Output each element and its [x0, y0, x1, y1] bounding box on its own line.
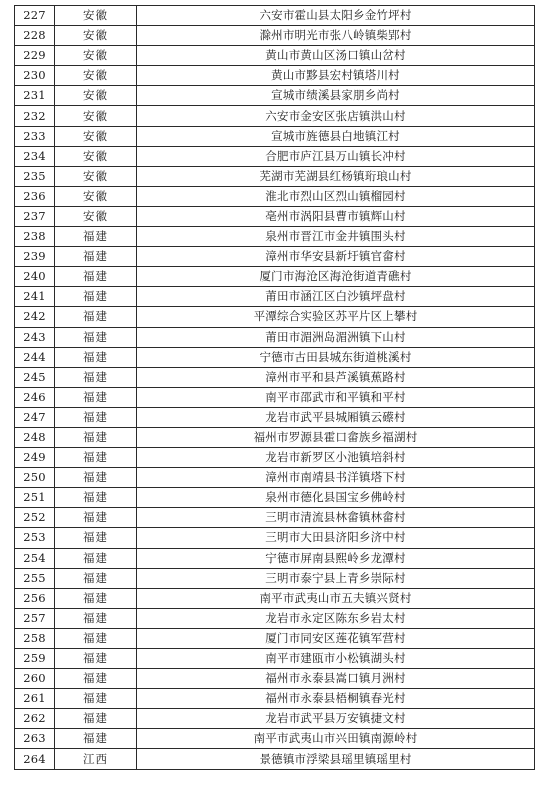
village-name-cell: 南平市武夷山市兴田镇南源岭村	[137, 729, 535, 749]
row-number-cell: 241	[15, 287, 55, 307]
row-number-cell: 260	[15, 669, 55, 689]
village-name-cell: 福州市永泰县梧桐镇春光村	[137, 689, 535, 709]
village-name-cell: 龙岩市新罗区小池镇培斜村	[137, 448, 535, 468]
province-cell: 安徽	[55, 146, 137, 166]
row-number-cell: 263	[15, 729, 55, 749]
province-cell: 安徽	[55, 206, 137, 226]
province-cell: 福建	[55, 608, 137, 628]
table-row	[15, 488, 535, 508]
province-cell: 福建	[55, 649, 137, 669]
province-cell: 安徽	[55, 66, 137, 86]
province-cell: 安徽	[55, 166, 137, 186]
row-number-cell: 246	[15, 387, 55, 407]
table-row	[15, 468, 535, 488]
province-cell: 安徽	[55, 46, 137, 66]
province-cell: 福建	[55, 468, 137, 488]
village-name-cell: 漳州市华安县新圩镇官畲村	[137, 247, 535, 267]
province-cell: 福建	[55, 508, 137, 528]
province-cell: 福建	[55, 367, 137, 387]
row-number-cell: 236	[15, 186, 55, 206]
village-name-cell: 泉州市德化县国宝乡佛岭村	[137, 488, 535, 508]
table-row	[15, 347, 535, 367]
row-number-cell: 261	[15, 689, 55, 709]
village-name-cell: 合肥市庐江县万山镇长冲村	[137, 146, 535, 166]
table-row	[15, 568, 535, 588]
table-row	[15, 146, 535, 166]
table-row	[15, 166, 535, 186]
row-number-cell: 235	[15, 166, 55, 186]
row-number-cell: 234	[15, 146, 55, 166]
row-number-cell: 255	[15, 568, 55, 588]
village-name-cell: 莆田市湄洲岛湄洲镇下山村	[137, 327, 535, 347]
row-number-cell: 242	[15, 307, 55, 327]
village-name-cell: 三明市大田县济阳乡济中村	[137, 528, 535, 548]
table-row	[15, 508, 535, 528]
row-number-cell: 248	[15, 427, 55, 447]
village-name-cell: 南平市建瓯市小松镇湖头村	[137, 649, 535, 669]
province-cell: 安徽	[55, 6, 137, 26]
village-name-cell: 宣城市旌德县白地镇江村	[137, 126, 535, 146]
row-number-cell: 256	[15, 588, 55, 608]
village-name-cell: 景德镇市浮梁县瑶里镇瑶里村	[137, 749, 535, 769]
province-cell: 福建	[55, 307, 137, 327]
province-cell: 福建	[55, 387, 137, 407]
province-cell: 安徽	[55, 106, 137, 126]
village-list-table	[14, 5, 535, 770]
row-number-cell: 259	[15, 649, 55, 669]
village-name-cell: 福州市永泰县嵩口镇月洲村	[137, 669, 535, 689]
province-cell: 安徽	[55, 26, 137, 46]
village-name-cell: 宁德市屏南县熙岭乡龙潭村	[137, 548, 535, 568]
village-name-cell: 厦门市同安区莲花镇军营村	[137, 628, 535, 648]
table-row	[15, 327, 535, 347]
table-row	[15, 709, 535, 729]
village-name-cell: 莆田市涵江区白沙镇坪盘村	[137, 287, 535, 307]
table-row	[15, 628, 535, 648]
table-body	[15, 6, 535, 770]
table-row	[15, 287, 535, 307]
row-number-cell: 238	[15, 227, 55, 247]
province-cell: 福建	[55, 689, 137, 709]
row-number-cell: 231	[15, 86, 55, 106]
table-row	[15, 46, 535, 66]
table-row	[15, 407, 535, 427]
row-number-cell: 247	[15, 407, 55, 427]
row-number-cell: 244	[15, 347, 55, 367]
table-row	[15, 267, 535, 287]
province-cell: 福建	[55, 287, 137, 307]
village-name-cell: 芜湖市芜湖县红杨镇珩琅山村	[137, 166, 535, 186]
province-cell: 福建	[55, 448, 137, 468]
table-row	[15, 66, 535, 86]
row-number-cell: 232	[15, 106, 55, 126]
province-cell: 福建	[55, 669, 137, 689]
village-name-cell: 泉州市晋江市金井镇围头村	[137, 227, 535, 247]
province-cell: 福建	[55, 227, 137, 247]
row-number-cell: 257	[15, 608, 55, 628]
row-number-cell: 254	[15, 548, 55, 568]
row-number-cell: 252	[15, 508, 55, 528]
village-name-cell: 三明市泰宁县上青乡崇际村	[137, 568, 535, 588]
village-name-cell: 南平市武夷山市五夫镇兴贤村	[137, 588, 535, 608]
row-number-cell: 262	[15, 709, 55, 729]
province-cell: 福建	[55, 729, 137, 749]
row-number-cell: 229	[15, 46, 55, 66]
row-number-cell: 239	[15, 247, 55, 267]
row-number-cell: 251	[15, 488, 55, 508]
province-cell: 江西	[55, 749, 137, 769]
village-name-cell: 龙岩市武平县城厢镇云礤村	[137, 407, 535, 427]
table-row	[15, 86, 535, 106]
village-name-cell: 滁州市明光市张八岭镇柴郢村	[137, 26, 535, 46]
table-row	[15, 588, 535, 608]
village-name-cell: 龙岩市武平县万安镇捷文村	[137, 709, 535, 729]
village-name-cell: 黄山市黟县宏村镇塔川村	[137, 66, 535, 86]
table-row	[15, 528, 535, 548]
village-name-cell: 淮北市烈山区烈山镇榴园村	[137, 186, 535, 206]
province-cell: 福建	[55, 247, 137, 267]
row-number-cell: 227	[15, 6, 55, 26]
province-cell: 福建	[55, 347, 137, 367]
table-row	[15, 367, 535, 387]
province-cell: 福建	[55, 568, 137, 588]
row-number-cell: 230	[15, 66, 55, 86]
province-cell: 福建	[55, 427, 137, 447]
province-cell: 福建	[55, 488, 137, 508]
village-name-cell: 福州市罗源县霍口畲族乡福湖村	[137, 427, 535, 447]
province-cell: 福建	[55, 407, 137, 427]
table-row	[15, 448, 535, 468]
province-cell: 福建	[55, 528, 137, 548]
row-number-cell: 250	[15, 468, 55, 488]
province-cell: 安徽	[55, 186, 137, 206]
document-page	[14, 5, 534, 770]
table-row	[15, 307, 535, 327]
row-number-cell: 249	[15, 448, 55, 468]
table-row	[15, 608, 535, 628]
row-number-cell: 245	[15, 367, 55, 387]
village-name-cell: 漳州市平和县芦溪镇蕉路村	[137, 367, 535, 387]
village-name-cell: 宁德市古田县城东街道桃溪村	[137, 347, 535, 367]
table-row	[15, 206, 535, 226]
village-name-cell: 南平市邵武市和平镇和平村	[137, 387, 535, 407]
province-cell: 安徽	[55, 86, 137, 106]
village-name-cell: 平潭综合实验区苏平片区上攀村	[137, 307, 535, 327]
row-number-cell: 243	[15, 327, 55, 347]
table-row	[15, 6, 535, 26]
province-cell: 福建	[55, 588, 137, 608]
village-name-cell: 三明市清流县林畲镇林畲村	[137, 508, 535, 528]
row-number-cell: 253	[15, 528, 55, 548]
province-cell: 福建	[55, 628, 137, 648]
province-cell: 福建	[55, 327, 137, 347]
village-name-cell: 厦门市海沧区海沧街道青礁村	[137, 267, 535, 287]
village-name-cell: 六安市霍山县太阳乡金竹坪村	[137, 6, 535, 26]
table-row	[15, 689, 535, 709]
row-number-cell: 264	[15, 749, 55, 769]
table-row	[15, 186, 535, 206]
row-number-cell: 228	[15, 26, 55, 46]
province-cell: 福建	[55, 709, 137, 729]
row-number-cell: 237	[15, 206, 55, 226]
table-row	[15, 669, 535, 689]
village-name-cell: 漳州市南靖县书洋镇塔下村	[137, 468, 535, 488]
row-number-cell: 258	[15, 628, 55, 648]
table-row	[15, 227, 535, 247]
table-row	[15, 649, 535, 669]
province-cell: 福建	[55, 267, 137, 287]
table-row	[15, 749, 535, 769]
village-name-cell: 龙岩市永定区陈东乡岩太村	[137, 608, 535, 628]
village-name-cell: 宣城市绩溪县家朋乡尚村	[137, 86, 535, 106]
village-name-cell: 黄山市黄山区汤口镇山岔村	[137, 46, 535, 66]
village-name-cell: 亳州市涡阳县曹市镇辉山村	[137, 206, 535, 226]
table-row	[15, 26, 535, 46]
row-number-cell: 233	[15, 126, 55, 146]
table-row	[15, 247, 535, 267]
row-number-cell: 240	[15, 267, 55, 287]
table-row	[15, 126, 535, 146]
table-row	[15, 106, 535, 126]
table-row	[15, 387, 535, 407]
province-cell: 安徽	[55, 126, 137, 146]
village-name-cell: 六安市金安区张店镇洪山村	[137, 106, 535, 126]
table-row	[15, 427, 535, 447]
table-row	[15, 729, 535, 749]
table-row	[15, 548, 535, 568]
province-cell: 福建	[55, 548, 137, 568]
